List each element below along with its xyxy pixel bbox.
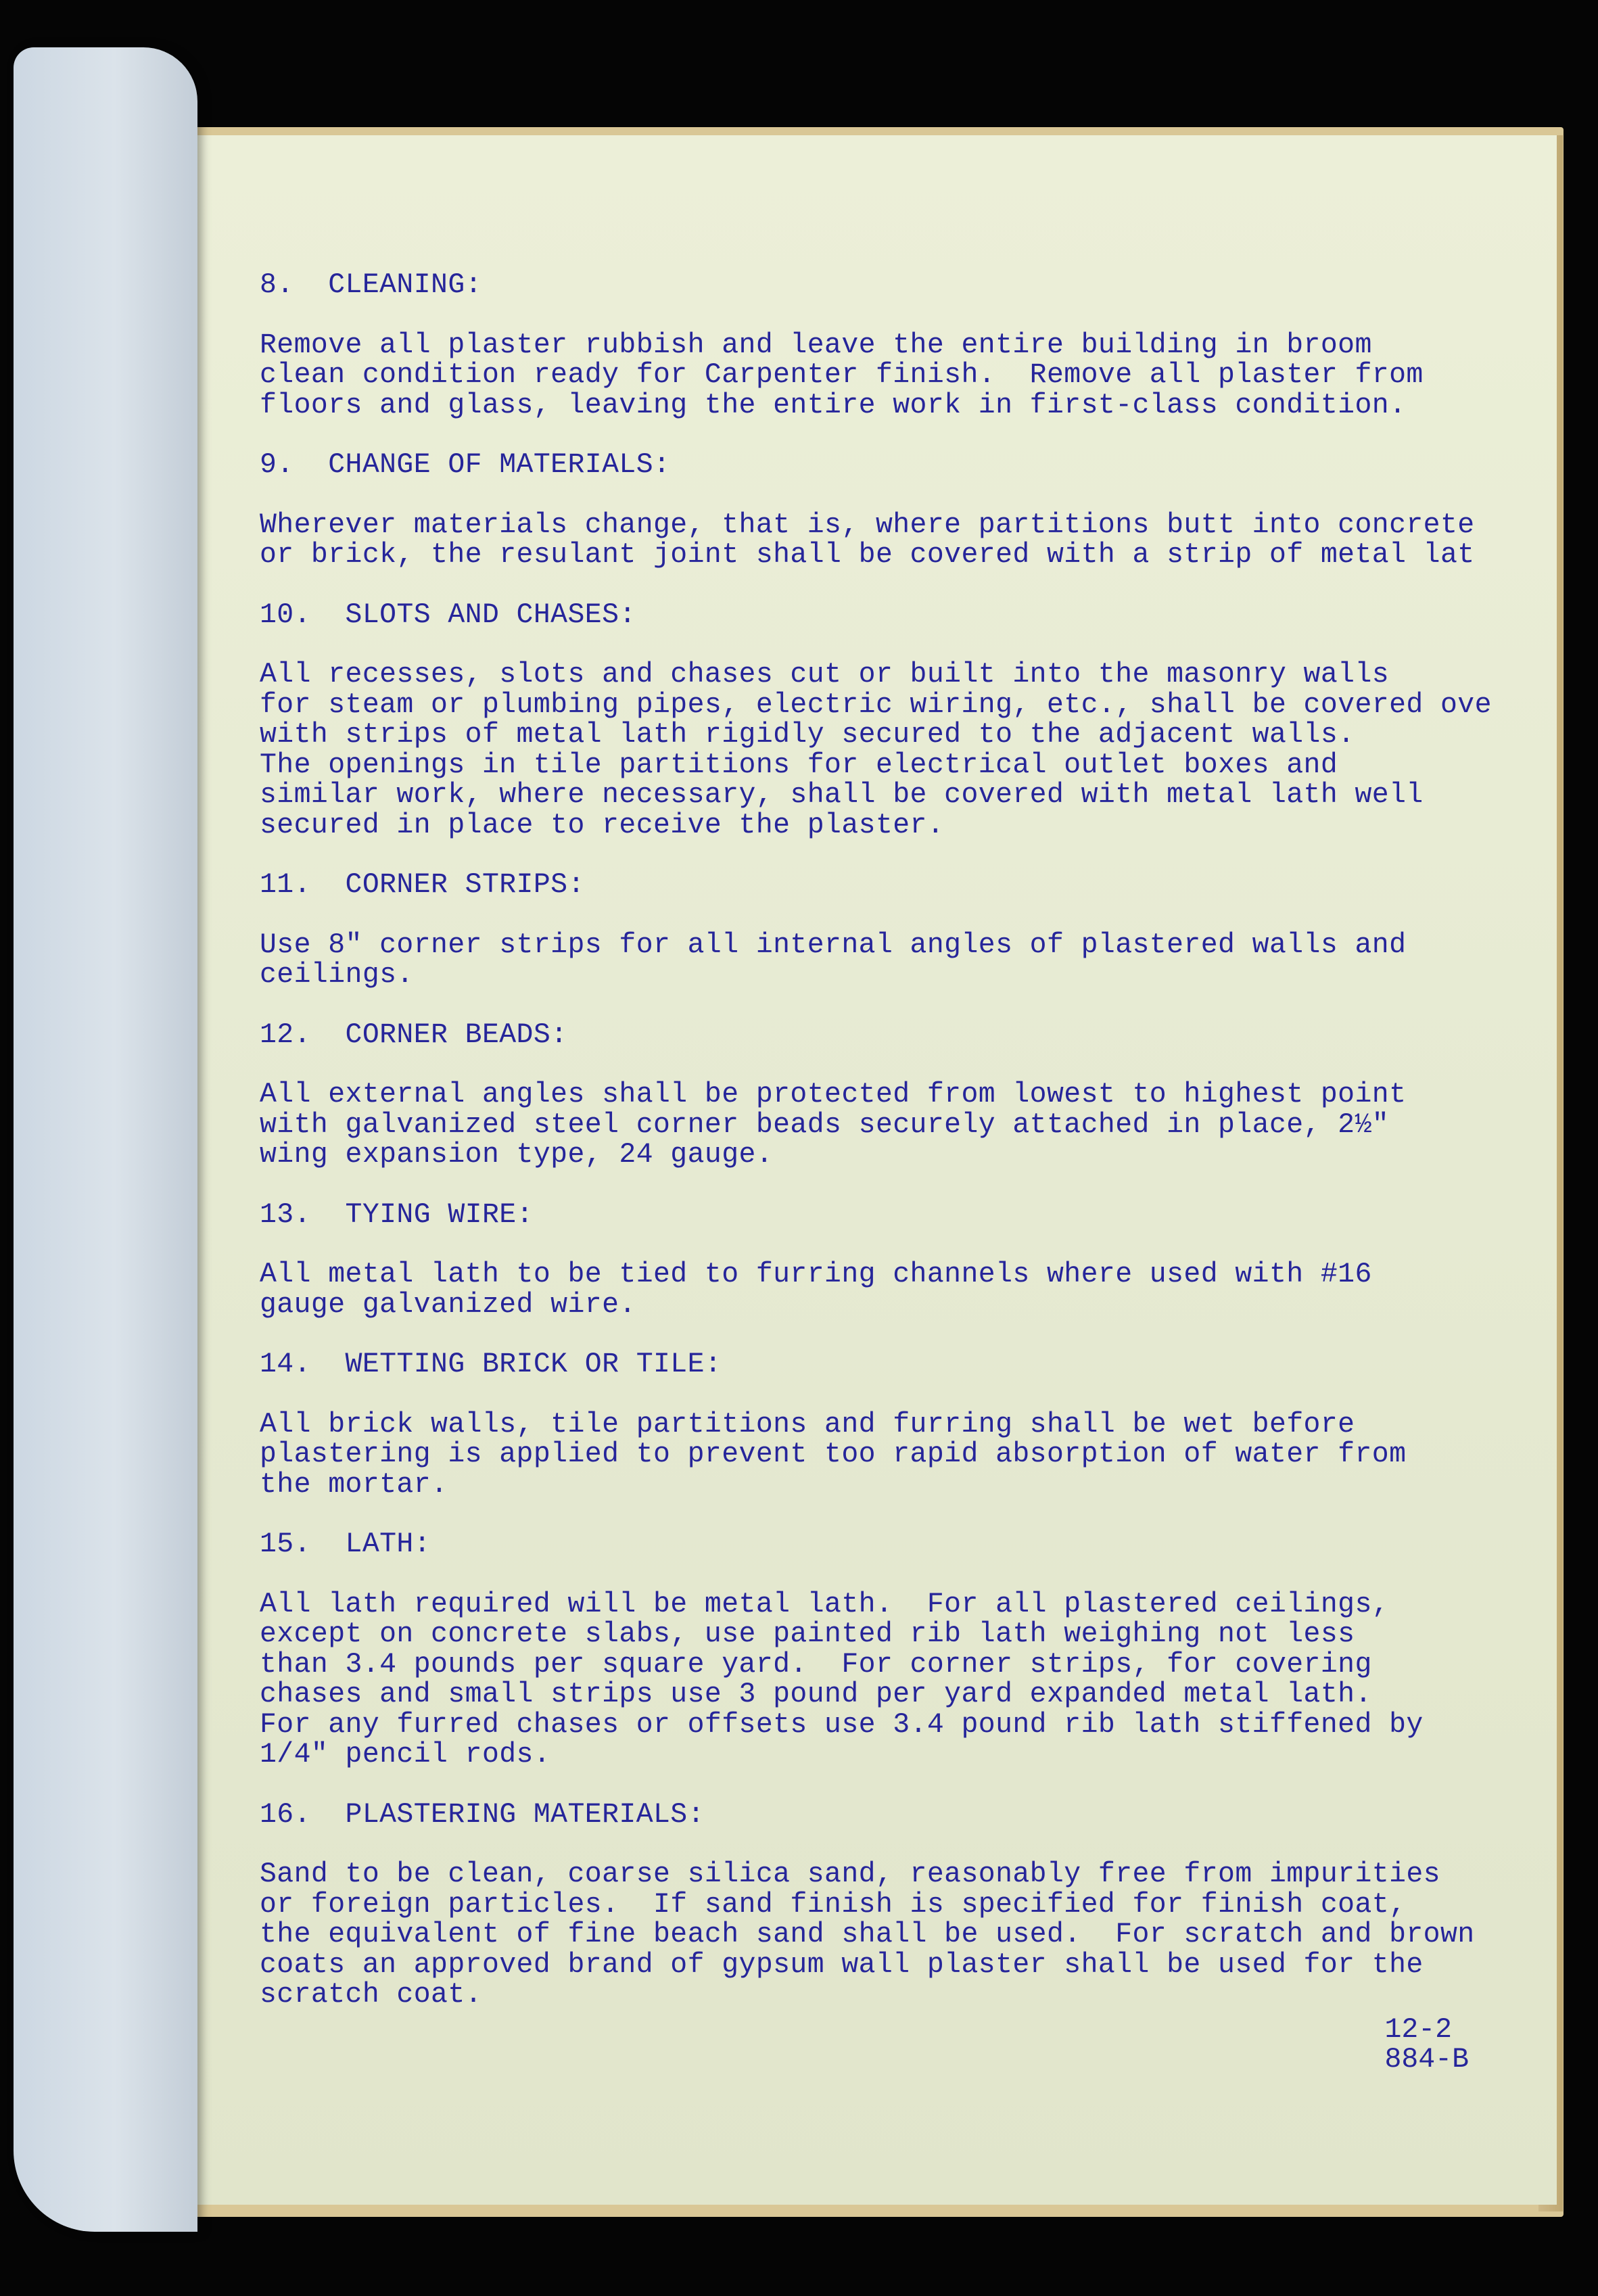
section-line: scratch coat. [260, 1979, 482, 2011]
facing-page [14, 47, 197, 2232]
section-line: The openings in tile partitions for electrical outlet boxes and [260, 749, 1338, 781]
section-9 [260, 450, 1551, 571]
section-line: similar work, where necessary, shall be covered with metal lath well [260, 779, 1424, 811]
section-line: the mortar. [260, 1468, 448, 1501]
section-heading: 9. CHANGE OF MATERIALS: [260, 449, 671, 481]
section-line: All external angles shall be protected from lowest to highest point [260, 1079, 1407, 1110]
document-page [184, 135, 1557, 2205]
section-heading: 12. CORNER BEADS: [260, 1018, 568, 1051]
section-line: 1/4" pencil rods. [260, 1739, 551, 1771]
section-line: All lath required will be metal lath. For all plastered ceilings, [260, 1588, 1390, 1620]
section-line: All recesses, slots and chases cut or built into the masonry walls [260, 659, 1390, 690]
section-heading: 15. LATH: [260, 1528, 431, 1560]
section-10 [260, 601, 1551, 841]
section-16 [260, 1800, 1551, 2011]
section-line: gauge galvanized wire. [260, 1288, 636, 1321]
section-line: chases and small strips use 3 pound per yard expanded metal lath. [260, 1679, 1372, 1710]
section-line: Wherever materials change, that is, where partitions butt into concrete [260, 509, 1475, 541]
section-line: Remove all plaster rubbish and leave the entire building in broom [260, 329, 1372, 361]
section-line: floors and glass, leaving the entire work in first-class condition. [260, 389, 1407, 421]
page-number-line1: 12-2 [1384, 2014, 1453, 2046]
section-line: the equivalent of fine beach sand shall be used. For scratch and brown [260, 1919, 1475, 1950]
section-line: than 3.4 pounds per square yard. For corner strips, for covering [260, 1648, 1372, 1681]
section-15 [260, 1530, 1551, 1771]
section-line: coats an approved brand of gypsum wall plaster shall be used for the [260, 1948, 1424, 1981]
page-number-line2: 884-B [1384, 2044, 1469, 2076]
section-line: with galvanized steel corner beads securely attached in place, 2½" [260, 1108, 1390, 1141]
section-line: plastering is applied to prevent too rapid absorption of water from [260, 1438, 1407, 1470]
section-line: All metal lath to be tied to furring channels where used with #16 [260, 1259, 1372, 1290]
section-line: Sand to be clean, coarse silica sand, reasonably free from impurities [260, 1858, 1440, 1890]
section-heading: 10. SLOTS AND CHASES: [260, 599, 636, 631]
section-13 [260, 1200, 1551, 1321]
section-line: or foreign particles. If sand finish is specified for finish coat, [260, 1888, 1407, 1921]
section-line: All brick walls, tile partitions and furring shall be wet before [260, 1408, 1355, 1440]
section-11 [260, 870, 1551, 991]
section-12 [260, 1018, 1551, 1171]
section-line: for steam or plumbing pipes, electric wiring, etc., shall be covered ove [260, 688, 1492, 721]
section-heading: 11. CORNER STRIPS: [260, 869, 585, 901]
section-line: or brick, the resulant joint shall be covered with a strip of metal lat [260, 539, 1475, 571]
page-number [1384, 2015, 1469, 2075]
section-heading: 16. PLASTERING MATERIALS: [260, 1798, 705, 1831]
section-line: except on concrete slabs, use painted rib lath weighing not less [260, 1618, 1355, 1650]
section-line: For any furred chases or offsets use 3.4 pound rib lath stiffened by [260, 1708, 1424, 1741]
section-heading: 14. WETTING BRICK OR TILE: [260, 1349, 722, 1380]
section-8 [260, 271, 1551, 421]
section-line: secured in place to receive the plaster. [260, 809, 945, 841]
section-14 [260, 1350, 1551, 1500]
section-line: wing expansion type, 24 gauge. [260, 1139, 774, 1171]
section-heading: 13. TYING WIRE: [260, 1198, 534, 1231]
section-heading: 8. CLEANING: [260, 269, 482, 301]
section-line: ceilings. [260, 959, 414, 991]
section-line: clean condition ready for Carpenter finish. Remove all plaster from [260, 359, 1424, 391]
section-line: with strips of metal lath rigidly secured to the adjacent walls. [260, 719, 1355, 751]
specification-text [260, 271, 1551, 2011]
section-line: Use 8" corner strips for all internal angles of plastered walls and [260, 929, 1407, 961]
